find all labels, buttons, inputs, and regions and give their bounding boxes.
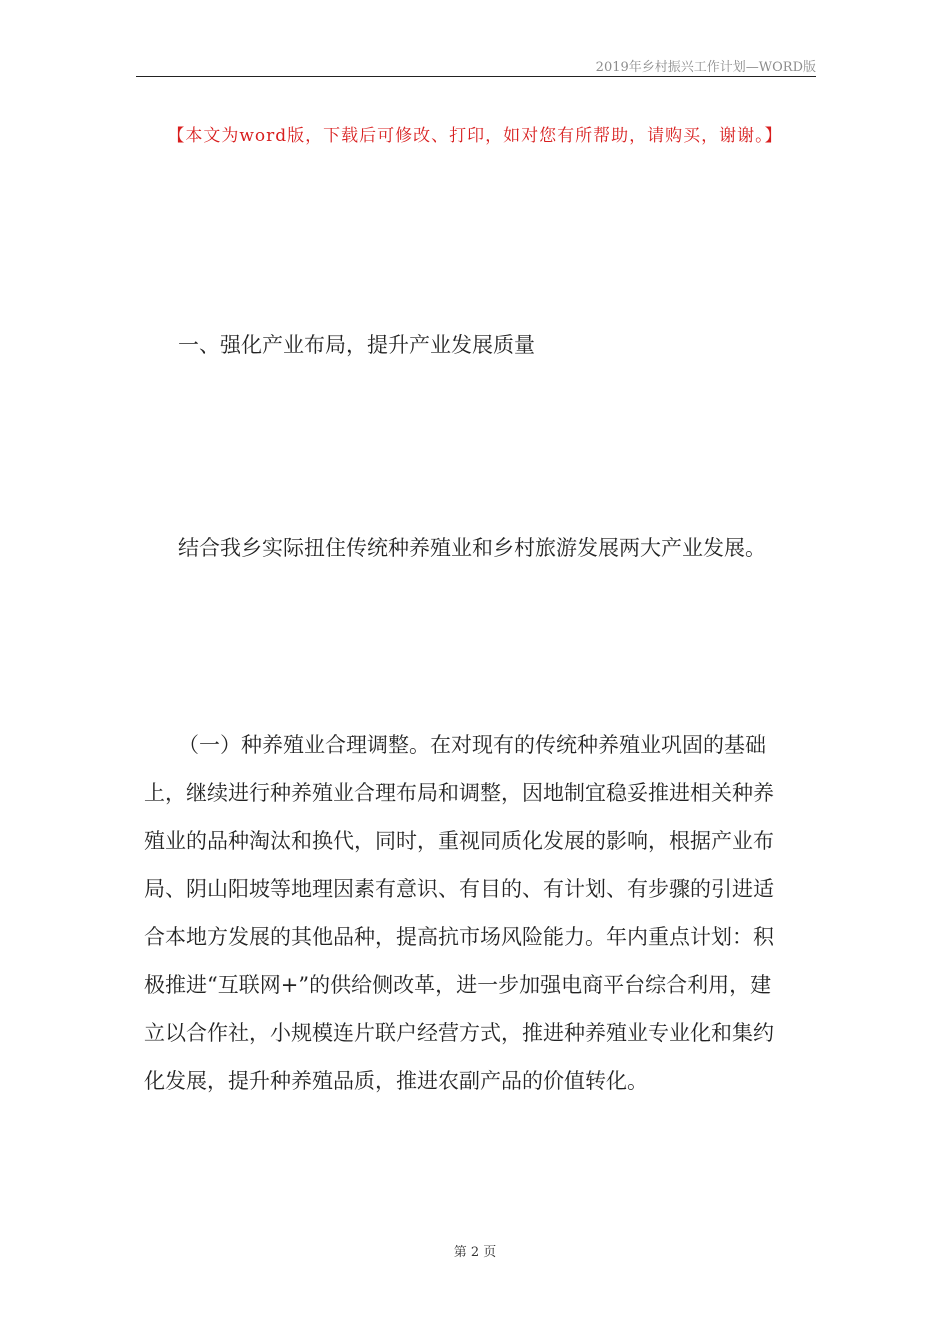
paragraph-line: 极推进“互联网+”的供给侧改革，进一步加强电商平台综合利用，建 [144, 973, 772, 997]
paragraph-line: 合本地方发展的其他品种，提高抗市场风险能力。年内重点计划：积 [144, 925, 774, 949]
intro-paragraph: 结合我乡实际扭住传统种养殖业和乡村旅游发展两大产业发展。 [178, 536, 766, 560]
body-paragraph [144, 730, 824, 1114]
header-title: 2019年乡村振兴工作计划—WORD版 [595, 60, 816, 75]
page-header [136, 56, 816, 77]
paragraph-line: （一）种养殖业合理调整。在对现有的传统种养殖业巩固的基础 [178, 733, 766, 757]
paragraph-line: 立以合作社，小规模连片联户经营方式，推进种养殖业专业化和集约 [144, 1021, 774, 1045]
section-heading: 一、强化产业布局，提升产业发展质量 [178, 333, 535, 357]
paragraph-line: 局、阴山阳坡等地理因素有意识、有目的、有计划、有步骤的引进适 [144, 877, 774, 901]
page-number: 第 2 页 [453, 1245, 497, 1260]
paragraph-line: 殖业的品种淘汰和换代，同时，重视同质化发展的影响，根据产业布 [144, 829, 774, 853]
paragraph-line: 化发展，提升种养殖品质，推进农副产品的价值转化。 [144, 1069, 648, 1093]
download-notice: 【本文为word版，下载后可修改、打印，如对您有所帮助，请购买，谢谢。】 [167, 126, 783, 146]
paragraph-line: 上，继续进行种养殖业合理布局和调整，因地制宜稳妥推进相关种养 [144, 781, 774, 805]
